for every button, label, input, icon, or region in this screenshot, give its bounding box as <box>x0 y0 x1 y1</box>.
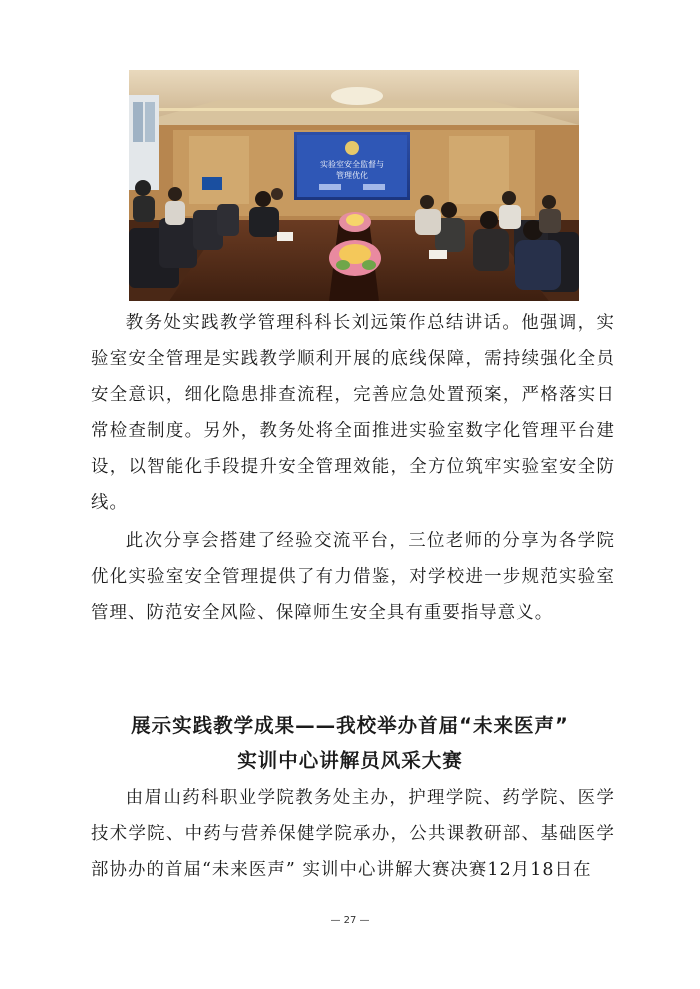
section-title-line1: 展示实践教学成果——我校举办首届“未来医声” <box>131 714 569 737</box>
paragraph-sharing-significance: 此次分享会搭建了经验交流平台，三位老师的分享为各学院优化实验室安全管理提供了有力借鉴，对学校进一步规范实验室管理、防范安全风险、保障师生安全具有重要指导意义。 <box>91 531 615 623</box>
section-title-line2: 实训中心讲解员风采大赛 <box>237 749 463 772</box>
page-number: — 27 — <box>330 915 370 926</box>
paragraph-contest-intro: 由眉山药科职业学院教务处主办，护理学院、药学院、医学技术学院、中药与营养保健学院承办，公共课教研部、基础医学部协办的首届“未来医声” 实训中心讲解大赛决赛12月18日在 <box>91 788 615 880</box>
paragraph-summary-speech: 教务处实践教学管理科科长刘远策作总结讲话。他强调，实验室安全管理是实践教学顺利开展的底线保障，需持续强化全员安全意识，细化隐患排查流程，完善应急处置预案，严格落实日常检查制度。另外，教务处将全面推进实验室数字化管理平台建设，以智能化手段提升安全管理效能，全方位筑牢实验室安全防线。 <box>91 313 615 513</box>
screen-title-line1: 实验室安全监督与 <box>320 160 384 169</box>
screen-title-line2: 管理优化 <box>336 171 368 180</box>
meeting-photo <box>129 70 579 301</box>
